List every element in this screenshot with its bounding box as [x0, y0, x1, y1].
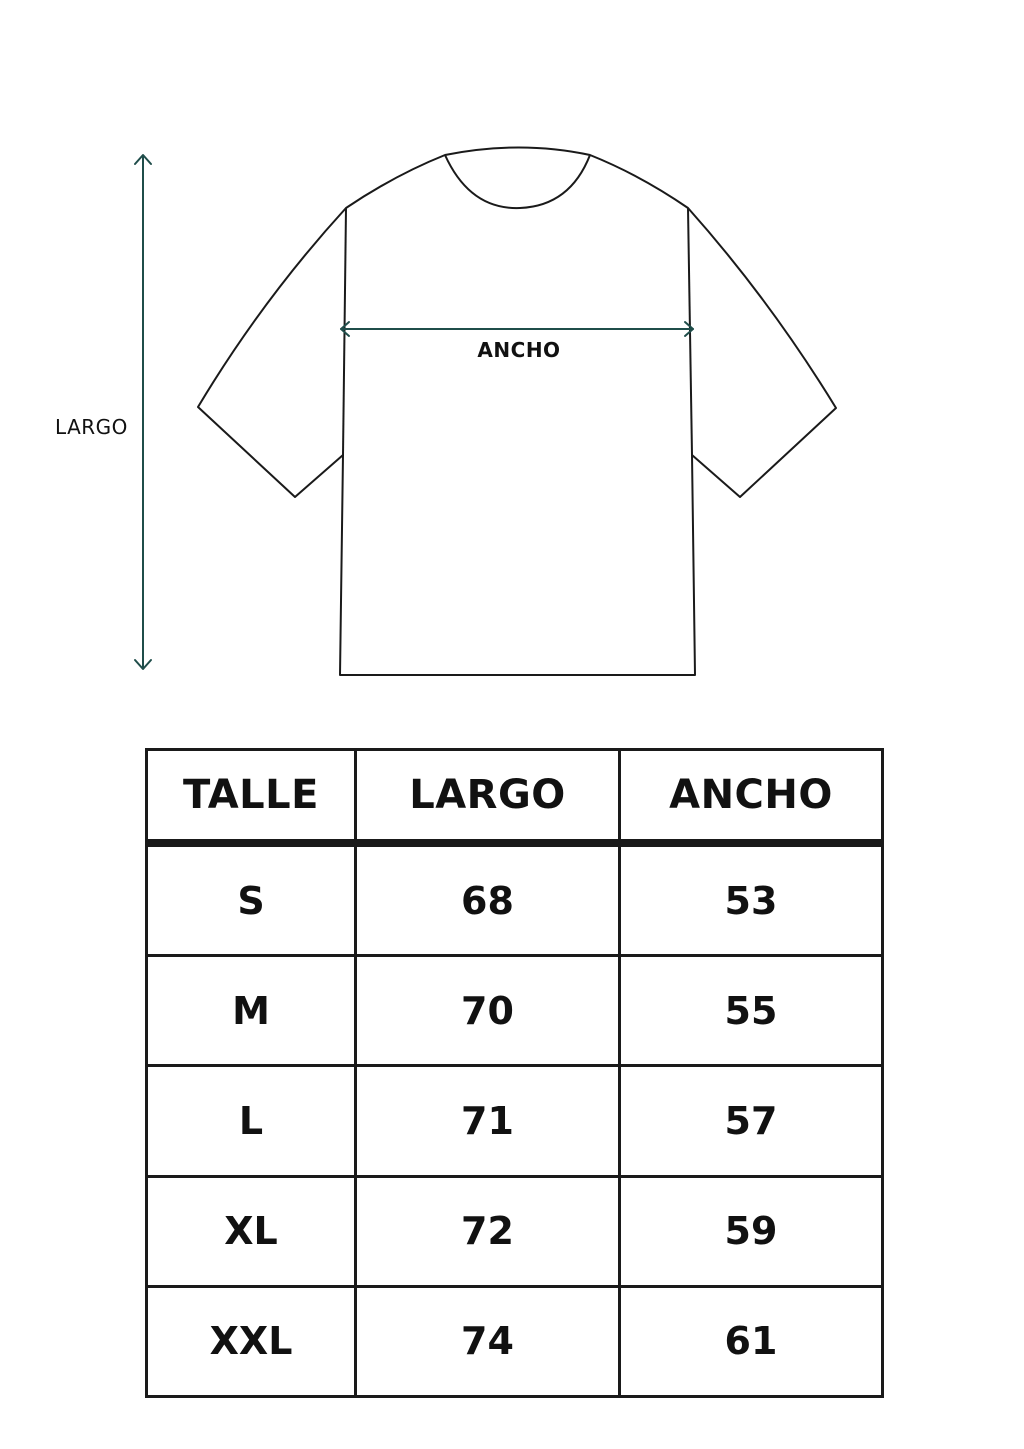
table-row	[147, 1286, 883, 1396]
cell-length: 68	[356, 843, 620, 956]
cell-length: 70	[356, 956, 620, 1066]
length-label: LARGO	[55, 415, 128, 439]
header-width: ANCHO	[620, 750, 883, 844]
cell-length: 74	[356, 1286, 620, 1396]
table-row	[147, 843, 883, 956]
header-length: LARGO	[356, 750, 620, 844]
table-row	[147, 956, 883, 1066]
tshirt-outline	[198, 148, 836, 676]
cell-size: L	[147, 1066, 356, 1176]
cell-length: 71	[356, 1066, 620, 1176]
width-label: ANCHO	[477, 338, 561, 362]
cell-width: 53	[620, 843, 883, 956]
length-arrow	[135, 155, 151, 669]
tshirt-measurement-diagram	[0, 0, 1024, 720]
cell-length: 72	[356, 1176, 620, 1286]
cell-width: 55	[620, 956, 883, 1066]
tshirt-neckline	[445, 155, 590, 208]
cell-size: XXL	[147, 1286, 356, 1396]
cell-size: M	[147, 956, 356, 1066]
header-size: TALLE	[147, 750, 356, 844]
cell-width: 59	[620, 1176, 883, 1286]
table-header-row	[147, 750, 883, 844]
table-row	[147, 1176, 883, 1286]
cell-size: XL	[147, 1176, 356, 1286]
size-chart-table	[145, 748, 884, 1398]
cell-width: 57	[620, 1066, 883, 1176]
table-row	[147, 1066, 883, 1176]
width-arrow	[341, 322, 693, 336]
cell-width: 61	[620, 1286, 883, 1396]
cell-size: S	[147, 843, 356, 956]
